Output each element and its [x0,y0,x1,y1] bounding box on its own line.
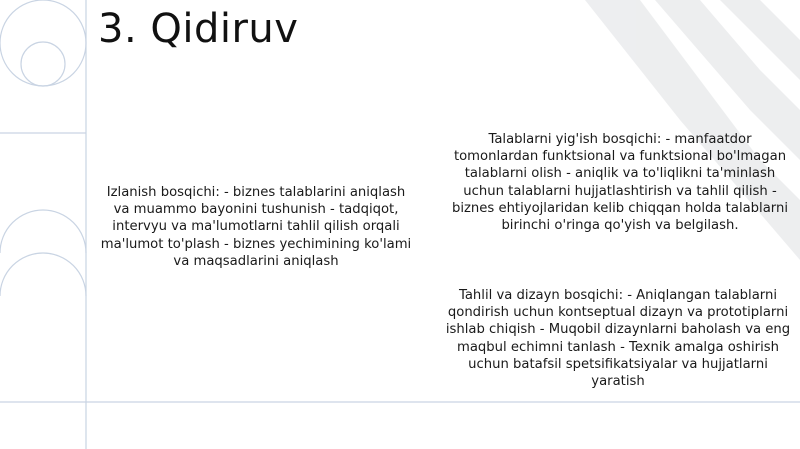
slide-title: 3. Qidiruv [98,6,299,52]
search-stage-text: Izlanish bosqichi: - biznes talablarini aniqlash va muammo bayonini tushunish - tadqiqot, intervyu va ma'lumotlarni tahlil qilish orqali ma'lumot to'plash - biznes yechimining ko'lami va maqsadlarini aniqlash [100,185,412,269]
analysis-design-stage-text: Tahlil va dizayn bosqichi: - Aniqlangan talablarni qondirish uchun kontseptual dizayn va prototiplarni ishlab chiqish - Muqobil dizaynlarni baholash va eng maqbul echimni tanlash - Texnik amalga oshirish uchun batafsil spetsifikatsiyalar va hujjatlarni yaratish [445,288,791,390]
requirements-stage-text: Talablarni yig'ish bosqichi: - manfaatdor tomonlardan funktsional va funktsional bo'lmagan talablarni olish - aniqlik va to'liqlikni ta'minlash uchun talablarni hujjatlashtirish va tahlil qilish - biznes ehtiyojlaridan kelib chiqqan holda talablarni birinchi o'ringa qo'yish va belgilash. [451,132,789,234]
